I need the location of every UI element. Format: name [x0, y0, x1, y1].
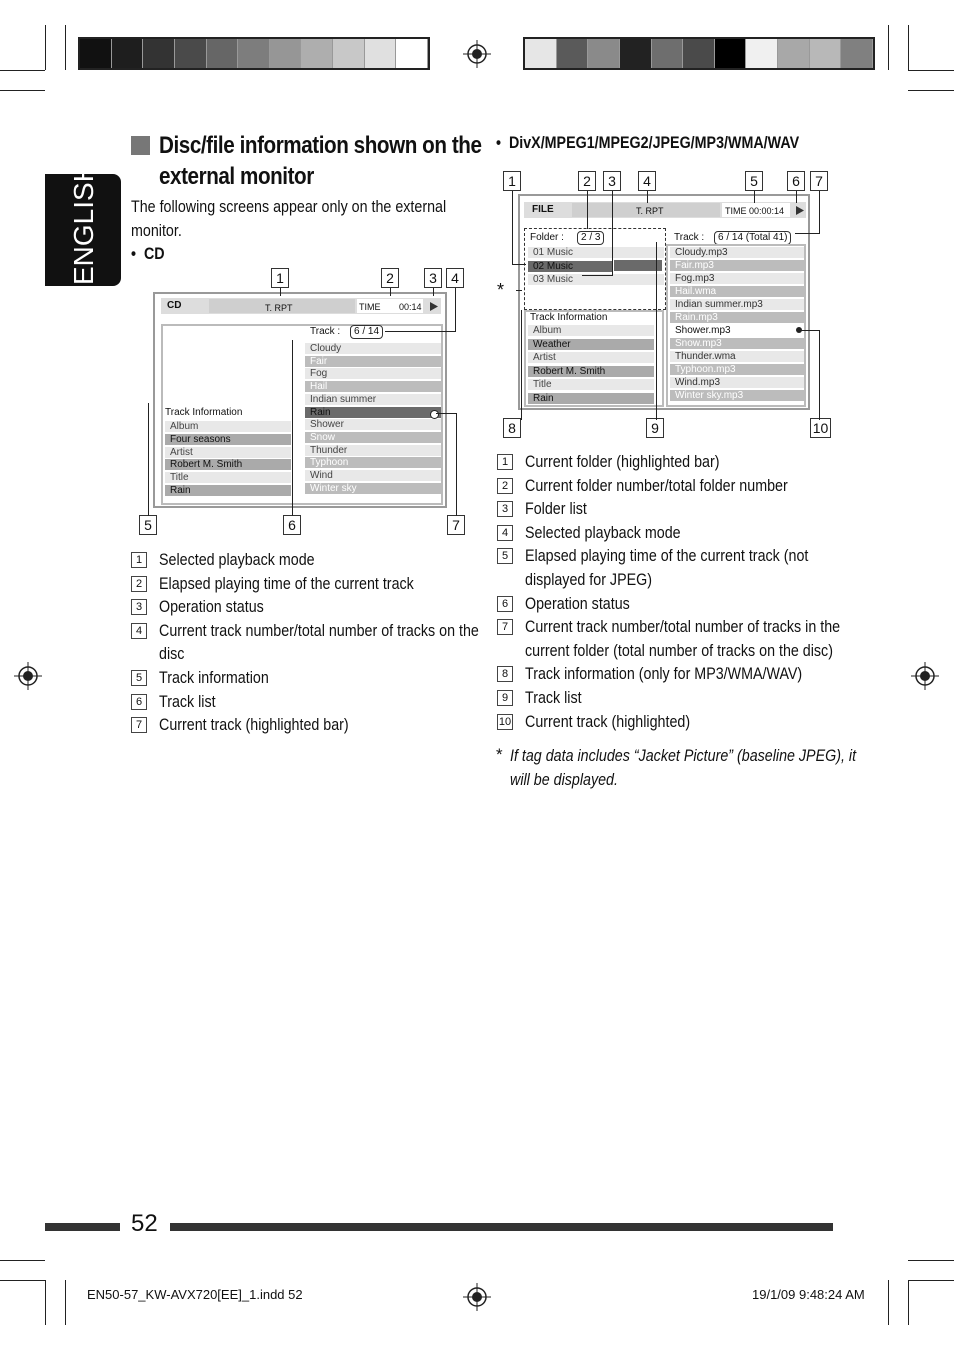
color-swatch: [207, 39, 239, 68]
crop-mark: [0, 90, 45, 91]
cd-repeat: T. RPT: [265, 303, 293, 313]
footnote: [510, 744, 856, 792]
crop-mark: [45, 25, 46, 70]
folder-item: 03 Music: [528, 274, 664, 285]
color-swatch: [652, 39, 684, 68]
file-track-item: Winter sky.mp3: [670, 390, 804, 401]
list-number: 3: [497, 501, 513, 517]
cd-info-item: Title: [165, 472, 291, 483]
leader-line: [582, 275, 613, 276]
cd-track-value: 6 / 14: [350, 325, 383, 339]
file-info-item: Weather: [528, 339, 654, 350]
file-track-item: Hail.wma: [670, 286, 804, 297]
list-item: current folder (total number of tracks on the disc): [525, 640, 833, 660]
cd-track-item: Wind: [305, 470, 441, 481]
list-number: 10: [498, 715, 512, 728]
list-number: 4: [497, 525, 513, 541]
color-swatch: [778, 39, 810, 68]
cd-track-item: Indian summer: [305, 394, 441, 405]
footer-file: EN50-57_KW-AVX720[EE]_1.indd 52: [87, 1287, 303, 1302]
cd-track-item: Typhoon: [305, 457, 441, 468]
list-item: Current track number/total number of tracks in the: [525, 617, 841, 637]
intro-line1: The following screens appear only on the external: [131, 197, 447, 216]
file-info-item: Robert M. Smith: [528, 366, 654, 377]
list-number: 9: [497, 690, 513, 706]
list-item: Current track number/total number of tracks on the: [159, 620, 479, 640]
callout-4: 4: [446, 268, 464, 288]
color-swatch: [525, 39, 557, 68]
crop-mark: [0, 70, 45, 71]
file-track-item: Typhoon.mp3: [670, 364, 804, 375]
list-item: Operation status: [159, 597, 264, 617]
cd-track-item: Snow: [305, 432, 441, 443]
list-item: Current folder (highlighted bar): [525, 452, 720, 471]
section-title-line1: Disc/file information shown on the: [159, 132, 482, 159]
list-number: 3: [131, 599, 147, 615]
list-item: Track information (only for MP3/WMA/WAV): [525, 664, 803, 684]
file-track-item: Thunder.wma: [670, 351, 804, 362]
leader-line: [647, 191, 648, 203]
cd-info-item: Robert M. Smith: [165, 459, 291, 470]
file-repeat: T. RPT: [636, 206, 664, 216]
list-item: Elapsed playing time of the current track (not: [525, 546, 809, 566]
file-track-label: Track :: [674, 232, 705, 243]
color-swatch: [175, 39, 207, 68]
cd-track-item: Rain: [305, 407, 441, 418]
cd-time: 00:14: [399, 302, 422, 312]
color-swatch: [143, 39, 175, 68]
list-number: 5: [497, 548, 513, 564]
color-swatch: [588, 39, 620, 68]
leader-line: [819, 191, 820, 234]
list-number: 1: [497, 454, 513, 470]
list-item: Track information: [159, 668, 269, 687]
list-number: 8: [497, 666, 513, 682]
color-swatch: [80, 39, 112, 68]
callout-2: 2: [578, 171, 596, 191]
list-number: 2: [131, 576, 147, 592]
leader-line: [390, 288, 391, 296]
page-number: 52: [131, 1210, 158, 1237]
callout-4: 4: [638, 171, 656, 191]
list-item: Current folder number/total folder number: [525, 475, 788, 495]
list-number: 7: [497, 619, 513, 635]
crop-mark: [908, 70, 954, 71]
file-info-title: Track Information: [530, 312, 608, 323]
folder-item: 02 Music: [528, 261, 612, 272]
color-swatch: [810, 39, 842, 68]
cd-label: CD: [143, 244, 165, 263]
color-swatch: [557, 39, 589, 68]
cd-track-item: Fog: [305, 368, 441, 379]
callout-5: 5: [139, 515, 157, 535]
file-info-item: Album: [528, 325, 654, 336]
callout-8: 8: [503, 418, 521, 438]
cd-monitor-screen: [153, 292, 447, 508]
file-track-item: Wind.mp3: [670, 377, 804, 388]
color-swatch: [715, 39, 747, 68]
leader-line: [433, 288, 434, 296]
registration-mark-icon: [14, 662, 42, 690]
current-track-dot: [430, 410, 439, 419]
leader-line: [292, 340, 293, 516]
callout-9: 9: [646, 418, 664, 438]
folder-value: 2 / 3: [577, 231, 604, 245]
callout-10: 10: [810, 418, 831, 438]
callout-2: 2: [381, 268, 399, 288]
cd-subheading: • CD: [131, 244, 165, 263]
cd-info-item: Album: [165, 421, 291, 432]
leader-line: [512, 191, 513, 264]
color-calibration-bar-left: [78, 37, 430, 70]
list-number: 7: [131, 717, 147, 733]
color-swatch: [301, 39, 333, 68]
crop-mark: [908, 1260, 954, 1261]
section-title: [159, 130, 482, 192]
cd-track-label: Track :: [310, 326, 341, 337]
cd-info-item: Four seasons: [165, 434, 291, 445]
leader-line: [819, 330, 820, 420]
list-item: Folder list: [525, 499, 587, 519]
color-swatch: [841, 39, 873, 68]
leader-line: [280, 288, 281, 296]
list-item: displayed for JPEG): [525, 570, 652, 589]
list-number: 6: [497, 596, 513, 612]
file-track-item: Cloudy.mp3: [670, 247, 804, 258]
callout-7: 7: [810, 171, 828, 191]
file-track-item: Shower.mp3: [670, 325, 804, 336]
file-info-item: Title: [528, 379, 654, 390]
color-swatch: [333, 39, 365, 68]
file-monitor-screen: [518, 194, 810, 410]
file-track-item: Snow.mp3: [670, 338, 804, 349]
intro-line2: monitor.: [131, 221, 182, 240]
color-calibration-bar-right: [523, 37, 875, 70]
leader-line: [800, 330, 820, 331]
list-item: Elapsed playing time of the current track: [159, 573, 414, 593]
cd-track-item: Thunder: [305, 445, 441, 456]
crop-mark: [888, 1280, 889, 1325]
file-track-value: 6 / 14 (Total 41): [714, 231, 791, 245]
callout-3: 3: [424, 268, 442, 288]
footer-date: 19/1/09 9:48:24 AM: [752, 1287, 865, 1302]
cd-track-item: Hail: [305, 381, 441, 392]
list-item: Track list: [159, 691, 216, 711]
color-swatch: [683, 39, 715, 68]
registration-mark-icon: [463, 1283, 491, 1311]
crop-mark: [888, 25, 889, 70]
leader-line: [512, 264, 526, 265]
file-info-item: Rain: [528, 393, 654, 404]
leader-line: [456, 413, 457, 516]
folder-highlight-bar: [614, 260, 662, 271]
crop-mark: [0, 1280, 45, 1281]
callout-6: 6: [283, 515, 301, 535]
folder-item: 01 Music: [528, 247, 664, 258]
leader-line: [612, 191, 613, 275]
leader-line: [516, 290, 522, 291]
section-title-line2: external monitor: [159, 163, 314, 190]
list-item: disc: [159, 644, 185, 664]
list-number: 5: [131, 670, 147, 686]
crop-mark: [908, 1280, 909, 1325]
callout-7: 7: [447, 515, 465, 535]
file-time: TIME 00:00:14: [725, 206, 785, 216]
page-bar-right: [170, 1223, 833, 1231]
list-item: Current track (highlighted bar): [159, 715, 349, 735]
list-item: Selected playback mode: [159, 550, 315, 569]
list-number: 6: [131, 694, 147, 710]
section-marker: [131, 136, 150, 155]
list-number: 2: [497, 478, 513, 494]
callout-1: 1: [503, 171, 521, 191]
intro-text: [131, 195, 446, 243]
cd-info-item: Rain: [165, 485, 291, 496]
list-number: 1: [131, 552, 147, 568]
footnote-line1: If tag data includes “Jacket Picture” (baseline JPEG), it: [510, 746, 857, 765]
file-subheading: • DivX/MPEG1/MPEG2/JPEG/MP3/WMA/WAV: [496, 133, 800, 152]
cd-track-item: Shower: [305, 419, 441, 430]
file-mode: FILE: [532, 204, 554, 215]
color-swatch: [112, 39, 144, 68]
cd-info-item: Artist: [165, 447, 291, 458]
color-swatch: [396, 39, 428, 68]
language-tab: [45, 162, 121, 286]
asterisk-mark: *: [497, 280, 505, 300]
file-info-item: Artist: [528, 352, 654, 363]
language-label: ENGLISH: [68, 162, 99, 285]
crop-mark: [908, 1280, 954, 1281]
play-triangle-icon: [796, 206, 804, 215]
cd-track-item: Cloudy: [305, 343, 441, 354]
crop-mark: [65, 25, 66, 70]
cd-track-item: Winter sky: [305, 483, 441, 494]
footnote-mark: *: [496, 745, 503, 764]
file-track-item: Fair.mp3: [670, 260, 804, 271]
callout-6: 6: [787, 171, 805, 191]
footnote-line2: will be displayed.: [510, 770, 618, 789]
file-track-item: Rain.mp3: [670, 312, 804, 323]
color-swatch: [238, 39, 270, 68]
leader-line: [436, 413, 456, 414]
leader-line: [521, 310, 522, 420]
crop-mark: [45, 1280, 46, 1325]
list-item: Current track (highlighted): [525, 711, 691, 731]
file-track-item: Indian summer.mp3: [670, 299, 804, 310]
file-label: DivX/MPEG1/MPEG2/JPEG/MP3/WMA/WAV: [508, 133, 800, 152]
leader-line: [795, 233, 820, 234]
file-track-item: Fog.mp3: [670, 273, 804, 284]
callout-3: 3: [603, 171, 621, 191]
callout-1: 1: [271, 268, 289, 288]
list-item: Track list: [525, 688, 582, 707]
crop-mark: [0, 1260, 45, 1261]
crop-mark: [908, 90, 954, 91]
color-swatch: [270, 39, 302, 68]
play-triangle-icon: [430, 302, 438, 311]
registration-mark-icon: [463, 40, 491, 68]
list-item: Selected playback mode: [525, 522, 681, 542]
leader-line: [385, 331, 455, 332]
leader-line: [587, 191, 588, 229]
cd-info-title: Track Information: [165, 407, 243, 418]
cd-mode: CD: [167, 300, 182, 311]
callout-5: 5: [745, 171, 763, 191]
color-swatch: [620, 39, 652, 68]
cd-track-item: Fair: [305, 356, 441, 367]
list-number: 4: [131, 623, 147, 639]
leader-line: [754, 191, 755, 203]
cd-time-label: TIME: [359, 302, 381, 312]
leader-line: [796, 191, 797, 203]
leader-line: [148, 403, 149, 516]
color-swatch: [365, 39, 397, 68]
list-item: Operation status: [525, 593, 630, 613]
leader-line: [656, 242, 657, 420]
folder-label: Folder :: [530, 232, 564, 243]
crop-mark: [65, 1280, 66, 1325]
page-bar-left: [45, 1223, 120, 1231]
leader-line: [455, 288, 456, 332]
crop-mark: [908, 25, 909, 70]
color-swatch: [746, 39, 778, 68]
registration-mark-icon: [911, 662, 939, 690]
